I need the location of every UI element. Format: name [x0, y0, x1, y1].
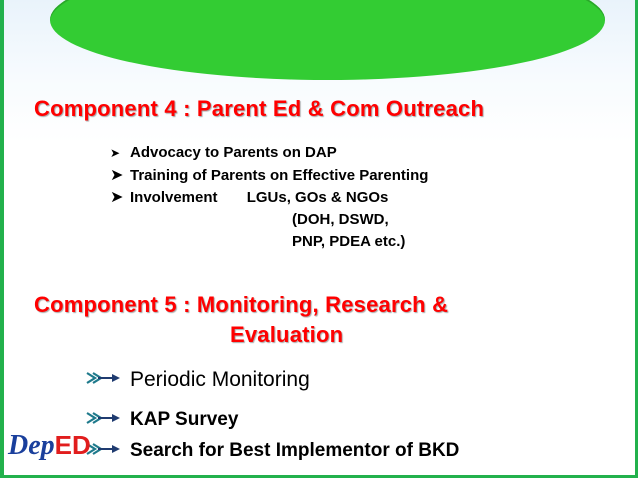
- component-4-continuation-1: (DOH, DSWD,: [292, 211, 389, 228]
- double-arrow-bullet-icon: [86, 442, 122, 461]
- deped-logo: [8, 430, 91, 462]
- component-4-item-2-text: Training of Parents on Effective Parenting: [130, 167, 429, 184]
- component-5-heading: Component 5 : Monitoring, Research &: [34, 292, 449, 317]
- green-banner-decoration: [50, 0, 605, 80]
- component-5-item-1-text: Periodic Monitoring: [130, 368, 310, 391]
- component-4-item-3-text: Involvement LGUs, GOs & NGOs: [130, 189, 389, 206]
- component-5-item-2: [86, 409, 238, 431]
- component-4-continuation-2: PNP, PDEA etc.): [292, 233, 406, 250]
- component-4-item-1-text: Advocacy to Parents on DAP: [130, 144, 337, 161]
- component-4-heading: Component 4 : Parent Ed & Com Outreach: [34, 96, 485, 121]
- arrow-bullet-icon: ➤: [110, 188, 124, 206]
- double-arrow-bullet-icon: [86, 371, 122, 390]
- double-arrow-bullet-icon: [86, 411, 122, 430]
- component-4-item-1: [110, 144, 337, 161]
- logo-part-2: ED: [54, 430, 91, 460]
- component-4-item-2: [110, 167, 428, 184]
- component-5-heading-line-2: Evaluation: [230, 322, 344, 347]
- logo-part-1: Dep: [8, 430, 55, 461]
- component-5-item-3-text: Search for Best Implementor of BKD: [130, 440, 460, 461]
- component-4-item-3: [110, 189, 388, 206]
- component-5-item-2-text: KAP Survey: [130, 409, 239, 430]
- component-5-item-1: [86, 368, 310, 392]
- arrow-bullet-icon: ➤: [110, 145, 121, 160]
- frame-left: [0, 0, 4, 478]
- arrow-bullet-icon: ➤: [110, 166, 124, 184]
- component-5-item-3: [86, 440, 459, 462]
